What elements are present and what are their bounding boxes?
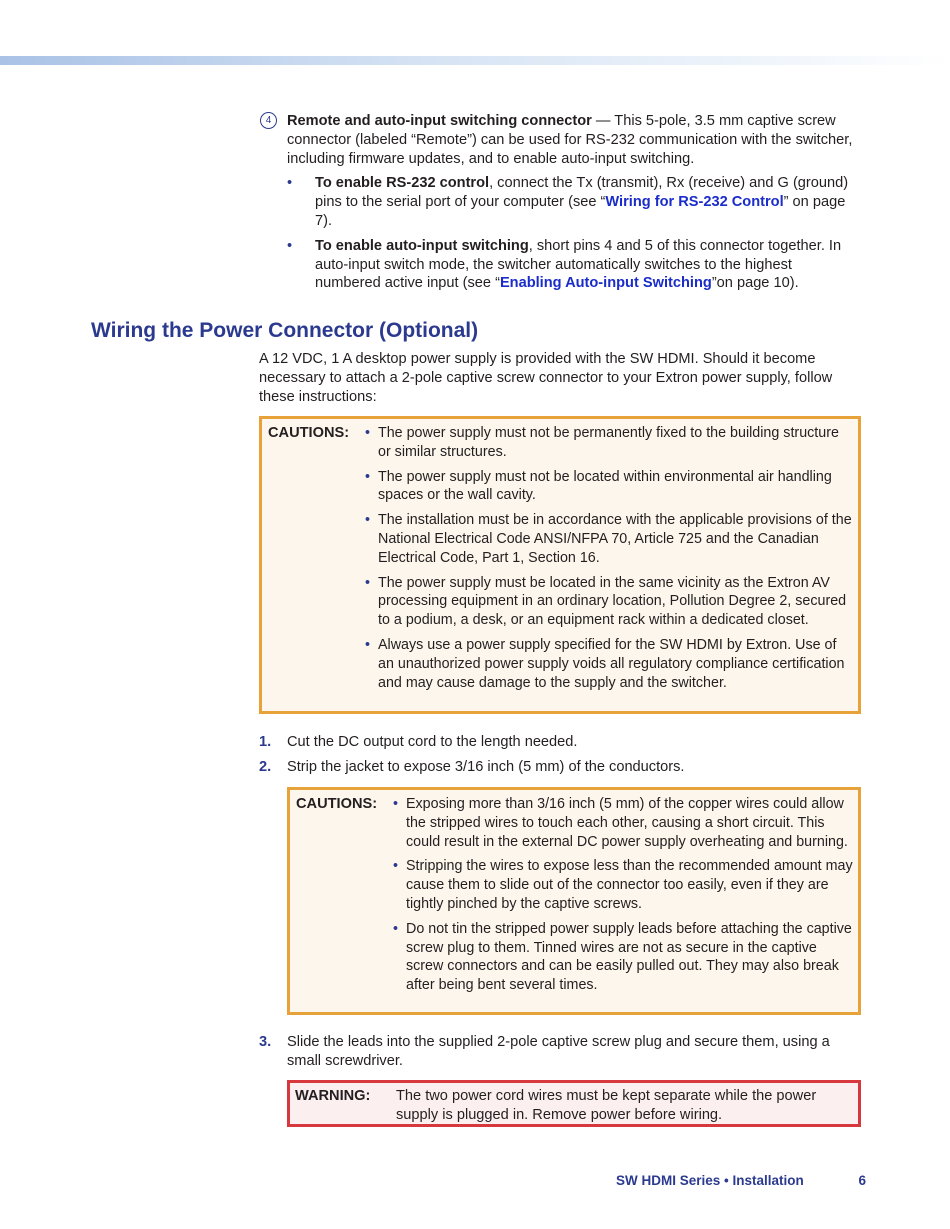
caution-item-text: Do not tin the stripped power supply leads before attaching the captive screw plug to them. Tinned wires are not as secure in the captive screw connectors and can be easily pulled out. They may also break after being bent several times. [406,920,852,994]
step-number: 3. [259,1034,272,1050]
remote-connector-item [260,112,860,293]
bullet-rs232-title: To enable RS-232 control [315,175,490,192]
caution-list [393,795,854,1001]
bullet-auto-input-text: , short pins 4 and 5 of this connector together. In auto-input switch mode, the switcher automatically switches to the highest numbered active input (see “ [315,237,842,292]
caution-item-text: The installation must be in accordance with the applicable provisions of the National Electrical Code ANSI/NFPA 70, Article 725 and the Canadian Electrical Code, Part 1, Section 16. [378,512,852,566]
caution-item [393,857,854,913]
callout-number-4: 4 [260,112,277,129]
bullet-auto-input-text-end: ”on page 10). [711,275,799,292]
bullet-dot: • [365,425,371,441]
caution-item-text: The power supply must be located in the same vicinity as the Extron AV processing equipment in an ordinary location, Pollution Degree 2, secured to a podium, a desk, or an equipment rack within a dedicated closet. [378,574,847,629]
bullet-dot: • [365,468,371,485]
caution-item [393,920,854,995]
link-enabling-auto-input[interactable]: Enabling Auto-input Switching [499,275,712,292]
bullet-dot: • [393,796,399,812]
bullet-auto-input [287,237,860,293]
step-1 [259,733,859,752]
link-wiring-rs232[interactable]: Wiring for RS-232 Control [605,194,784,211]
caution-item-text: Stripping the wires to expose less than the recommended amount may cause them to slide out of the connector too easily, even if they are tightly pinched by the captive screws. [406,858,853,912]
caution-item [365,424,852,462]
step-text: Strip the jacket to expose 3/16 inch (5 mm) of the conductors. [287,759,685,775]
step-number: 2. [259,759,272,775]
bullet-dot: • [393,920,399,937]
bullet-auto-input-title: To enable auto-input switching [315,237,529,254]
bullet-dot: • [365,636,371,653]
warning-text: The two power cord wires must be kept separate while the power supply is plugged in. Remove power before wiring. [396,1088,817,1123]
caution-item [365,574,852,630]
bullet-dot: • [287,237,293,254]
step-text: Slide the leads into the supplied 2-pole captive screw plug and secure them, using a small screwdriver. [287,1034,830,1069]
section-heading: Wiring the Power Connector (Optional) [91,319,479,342]
caution-box-power-supply [259,416,861,714]
step-3 [259,1033,859,1071]
step-text: Cut the DC output cord to the length needed. [287,734,578,750]
remote-connector-body: — This 5-pole, 3.5 mm captive screw connector (labeled “Remote”) can be used for RS-232 communication with the switcher, including firmware updates, and to enable auto-input switching. [287,113,853,167]
section-intro: A 12 VDC, 1 A desktop power supply is provided with the SW HDMI. Should it become necessary to attach a 2-pole captive screw connector to your Extron power supply, follow these instructions: [259,351,833,405]
caution-label: CAUTIONS: [296,796,378,812]
caution-item-text: Exposing more than 3/16 inch (5 mm) of the copper wires could allow the stripped wires to touch each other, causing a short circuit. This could result in the external DC power supply overheating and burning. [406,796,848,850]
warning-label: WARNING: [295,1088,371,1104]
caution-box-stripping [287,787,861,1015]
bullet-rs232-text: , connect the Tx (transmit), Rx (receive) and G (ground) pins to the serial port of your computer (see “ [315,175,849,211]
caution-item-text: The power supply must not be located within environmental air handling spaces or the wall cavity. [378,468,832,504]
warning-box [287,1080,861,1127]
bullet-dot: • [393,858,399,875]
caution-item [365,511,852,567]
caution-label: CAUTIONS: [268,425,350,441]
step-2 [259,758,859,777]
bullet-rs232 [287,174,860,230]
remote-connector-description [287,112,860,168]
caution-item [393,795,854,851]
caution-list [365,424,852,698]
bullet-dot: • [365,574,371,591]
step-number: 1. [259,734,272,750]
page-number: 6 [858,1173,866,1188]
bullet-dot: • [287,175,293,192]
header-gradient-bar [0,56,950,65]
bullet-dot: • [365,512,371,529]
remote-connector-title: Remote and auto-input switching connector [287,113,592,129]
bullet-rs232-text-end: ” on page 7). [315,194,846,229]
caution-item [365,468,852,506]
caution-item-text: Always use a power supply specified for the SW HDMI by Extron. Use of an unauthorized power supply voids all regulatory compliance certification and may cause damage to the supply and the switcher. [378,636,845,691]
caution-item [365,636,852,692]
footer-title: SW HDMI Series • Installation [616,1173,804,1188]
caution-item-text: The power supply must not be permanently fixed to the building structure or similar structures. [378,425,839,460]
